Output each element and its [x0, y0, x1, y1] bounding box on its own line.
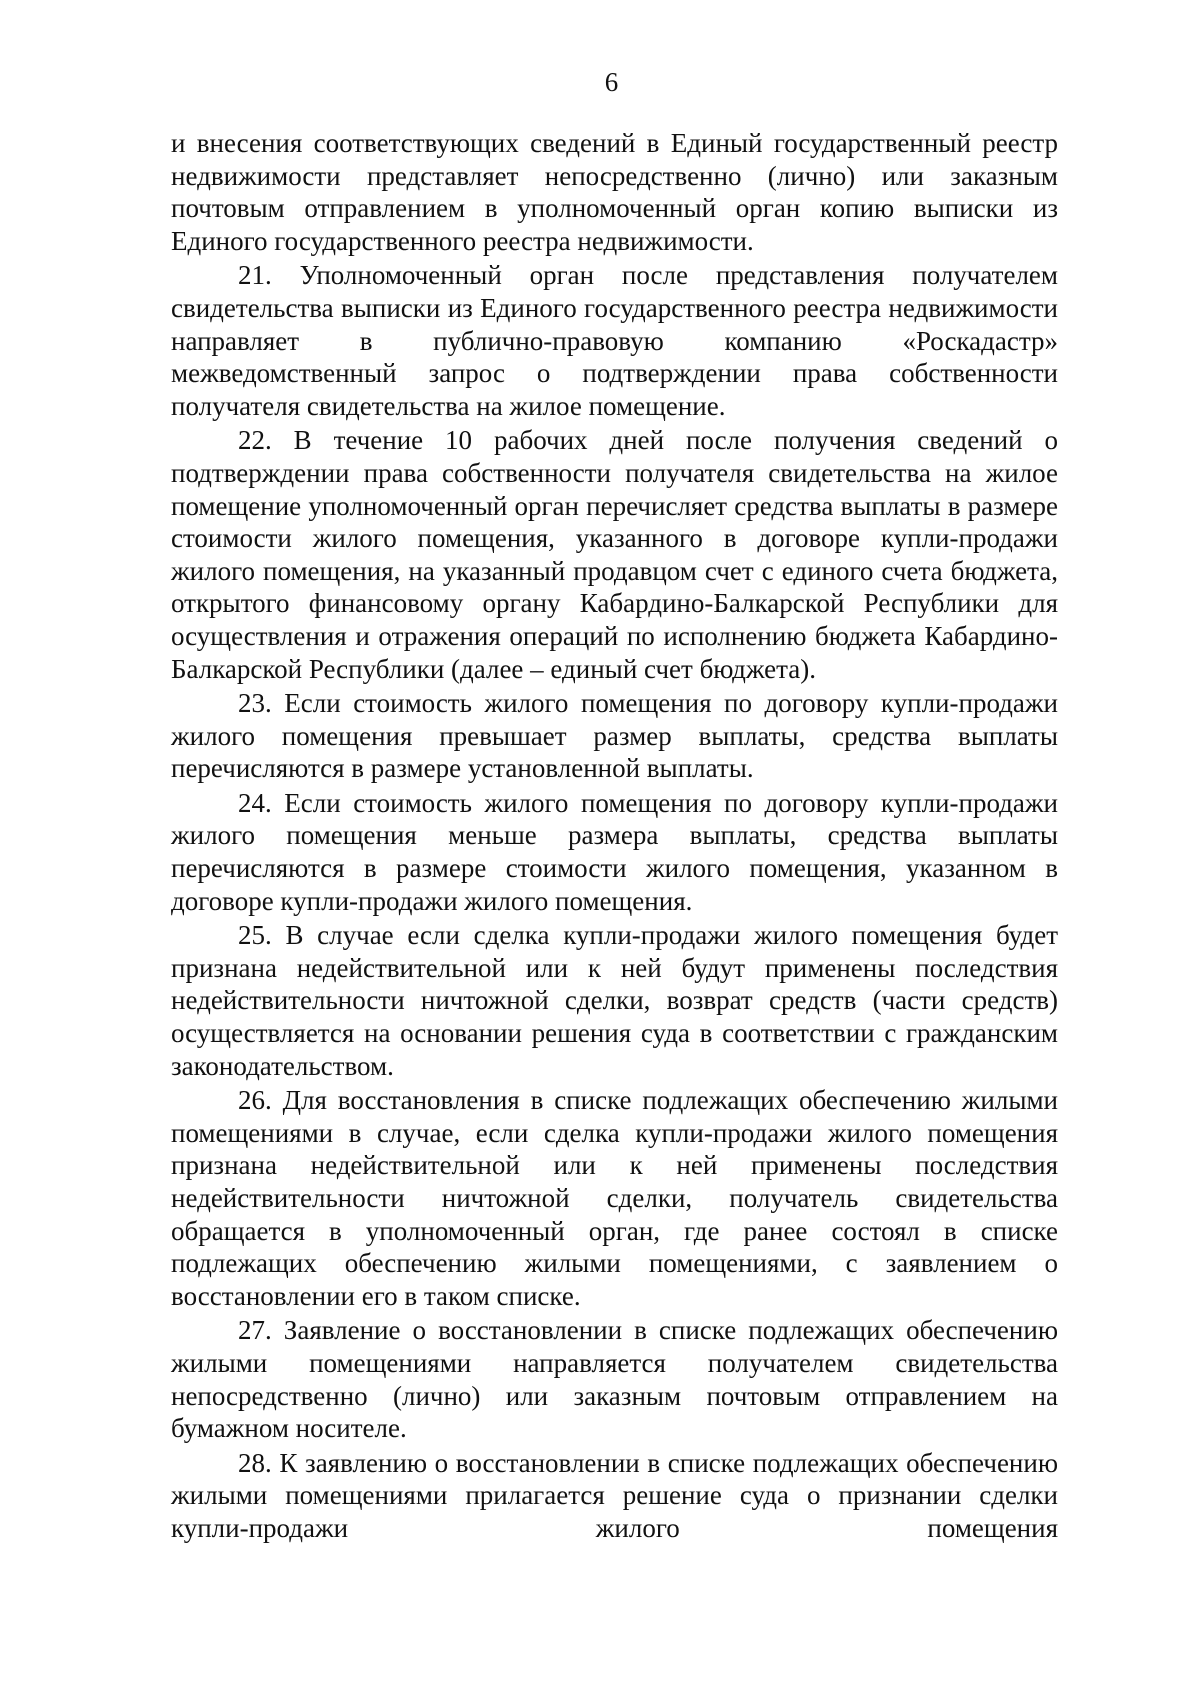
paragraph-21: 21. Уполномоченный орган после представления получателем свидетельства выписки из Единого государственного реестра недвижимости направляет в публично-правовую компанию «Роскадастр» межведомственный запрос о подтверждении права собственности получателя свидетельства на жилое помещение. — [171, 260, 1058, 421]
paragraph-24: 24. Если стоимость жилого помещения по договору купли-продажи жилого помещения меньше размера выплаты, средства выплаты перечисляются в размере стоимости жилого помещения, указанном в договоре купли-продажи жилого помещения. — [171, 787, 1058, 916]
page-number: 6 — [604, 67, 619, 97]
paragraph-27: 27. Заявление о восстановлении в списке подлежащих обеспечению жилыми помещениями направляется получателем свидетельства непосредственно (лично) или заказным почтовым отправлением на бумажном носителе. — [171, 1315, 1058, 1444]
paragraph-28: 28. К заявлению о восстановлении в списке подлежащих обеспечению жилыми помещениями прилагается решение суда о признании сделки купли-продажи жилого помещения — [171, 1447, 1058, 1543]
paragraph-23: 23. Если стоимость жилого помещения по договору купли-продажи жилого помещения превышает размер выплаты, средства выплаты перечисляются в размере установленной выплаты. — [171, 688, 1058, 784]
paragraph-22: 22. В течение 10 рабочих дней после получения сведений о подтверждении права собственности получателя свидетельства на жилое помещение уполномоченный орган перечисляет средства выплаты в размере стоимости жилого помещения, указанного в договоре купли-продажи жилого помещения, на указанный продавцом счет с единого счета бюджета, открытого финансовому органу Кабардино-Балкарской Республики для осуществления и отражения операций по исполнению бюджета Кабардино-Балкарской Республики (далее – единый счет бюджета). — [171, 425, 1058, 684]
document-body — [171, 127, 1058, 1545]
paragraph-26: 26. Для восстановления в списке подлежащих обеспечению жилыми помещениями в случае, если сделка купли-продажи жилого помещения признана недействительной или к ней применены последствия недействительности ничтожной сделки, получатель свидетельства обращается в уполномоченный орган, где ранее состоял в списке подлежащих обеспечению жилыми помещениями, с заявлением о восстановлении его в таком списке. — [171, 1085, 1058, 1311]
paragraph-continuation: и внесения соответствующих сведений в Единый государственный реестр недвижимости представляет непосредственно (лично) или заказным почтовым отправлением в уполномоченный орган копию выписки из Единого государственного реестра недвижимости. — [171, 128, 1058, 256]
paragraph-25: 25. В случае если сделка купли-продажи жилого помещения будет признана недействительной или к ней будут применены последствия недействительности ничтожной сделки, возврат средств (части средств) осуществляется на основании решения суда в соответствии с гражданским законодательством. — [171, 920, 1058, 1081]
